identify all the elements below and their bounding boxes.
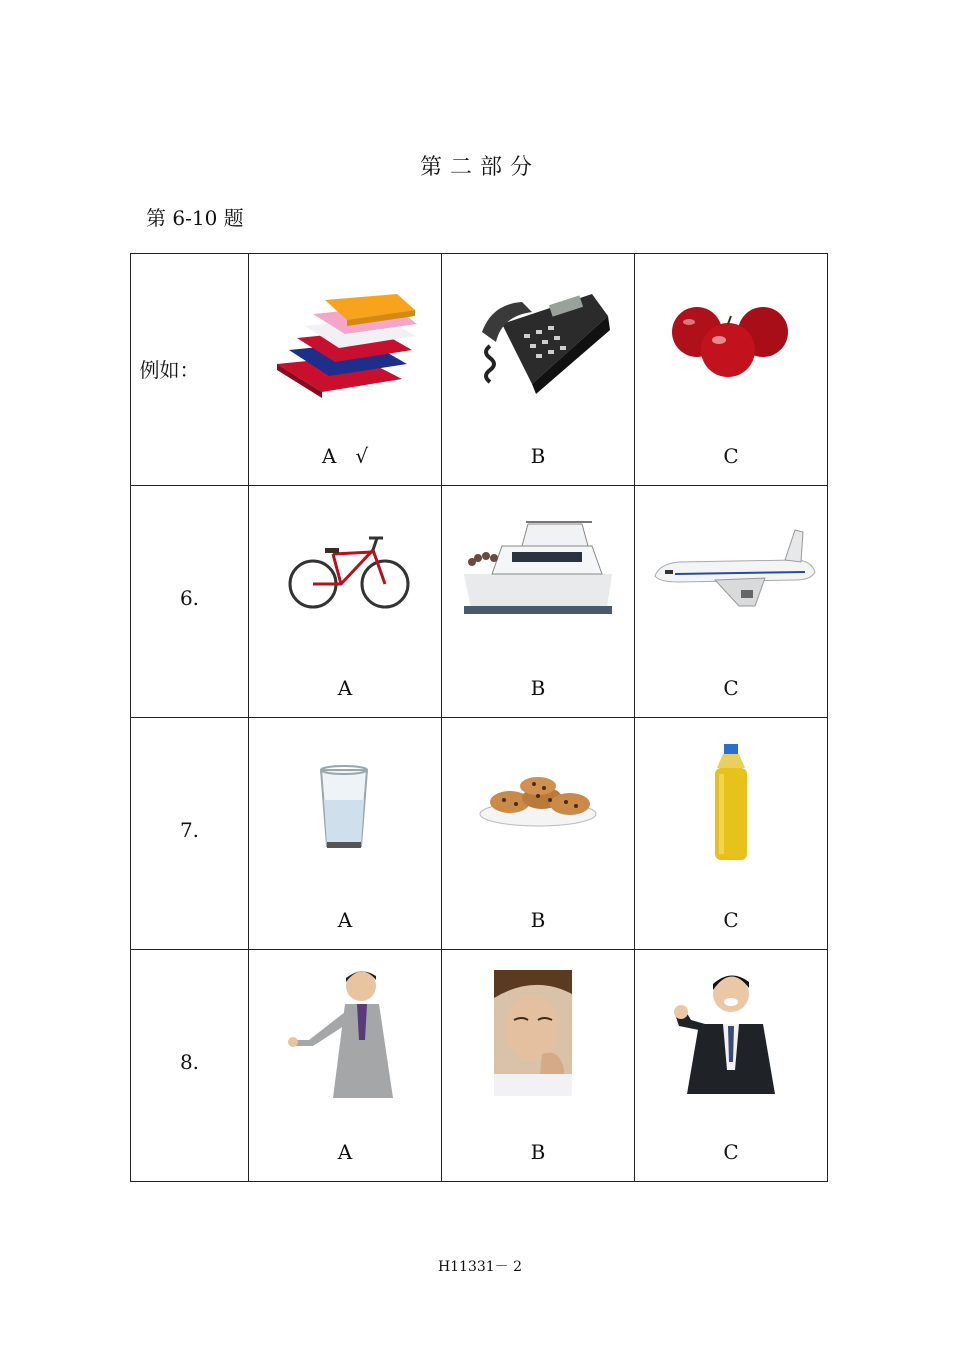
option-cell [249, 950, 442, 1182]
option-cell [635, 718, 828, 950]
row-label-cell [131, 718, 249, 950]
row-label-cell [131, 254, 249, 486]
man-presenting-icon [249, 950, 441, 1130]
row-label: 6. [179, 586, 200, 610]
option-letter: B [530, 908, 546, 932]
option-cell [442, 950, 635, 1182]
row-label: 7. [179, 818, 200, 842]
option-letter: C [723, 444, 739, 468]
option-letter: A [337, 908, 353, 932]
airplane-icon [635, 486, 827, 666]
option-letter: C [723, 1140, 739, 1164]
option-cell [249, 718, 442, 950]
cookies-icon [442, 718, 634, 898]
option-cell [635, 254, 828, 486]
row-label: 例如： [139, 358, 200, 382]
option-cell [442, 254, 635, 486]
apples-icon [635, 254, 827, 434]
row-label-cell [131, 486, 249, 718]
page-footer: H11331－ 2 [437, 1259, 523, 1275]
option-letter: A √ [321, 444, 369, 468]
option-letter: B [530, 1140, 546, 1164]
table-row [131, 254, 828, 486]
row-label-cell [131, 950, 249, 1182]
option-cell [442, 718, 635, 950]
row-label: 8. [179, 1050, 200, 1074]
water-glass-icon [249, 718, 441, 898]
man-cheering-icon [635, 950, 827, 1130]
option-cell [442, 486, 635, 718]
option-cell [249, 254, 442, 486]
option-cell [249, 486, 442, 718]
question-table [130, 253, 828, 1182]
section-title: 第二部分 [419, 155, 540, 180]
table-row [131, 950, 828, 1182]
table-row [131, 486, 828, 718]
question-range-title: 第 6-10 题 [146, 206, 244, 230]
table-row [131, 718, 828, 950]
option-cell [635, 486, 828, 718]
bicycle-icon [249, 486, 441, 666]
boat-icon [442, 486, 634, 666]
books-icon [249, 254, 441, 434]
option-letter: B [530, 444, 546, 468]
option-letter: A [337, 1140, 353, 1164]
option-letter: C [723, 676, 739, 700]
man-thinking-icon [442, 950, 634, 1130]
telephone-icon [442, 254, 634, 434]
juice-bottle-icon [635, 718, 827, 898]
answer-check-mark: √ [355, 444, 369, 468]
option-letter: B [530, 676, 546, 700]
option-letter: C [723, 908, 739, 932]
option-cell [635, 950, 828, 1182]
option-letter: A [337, 676, 353, 700]
